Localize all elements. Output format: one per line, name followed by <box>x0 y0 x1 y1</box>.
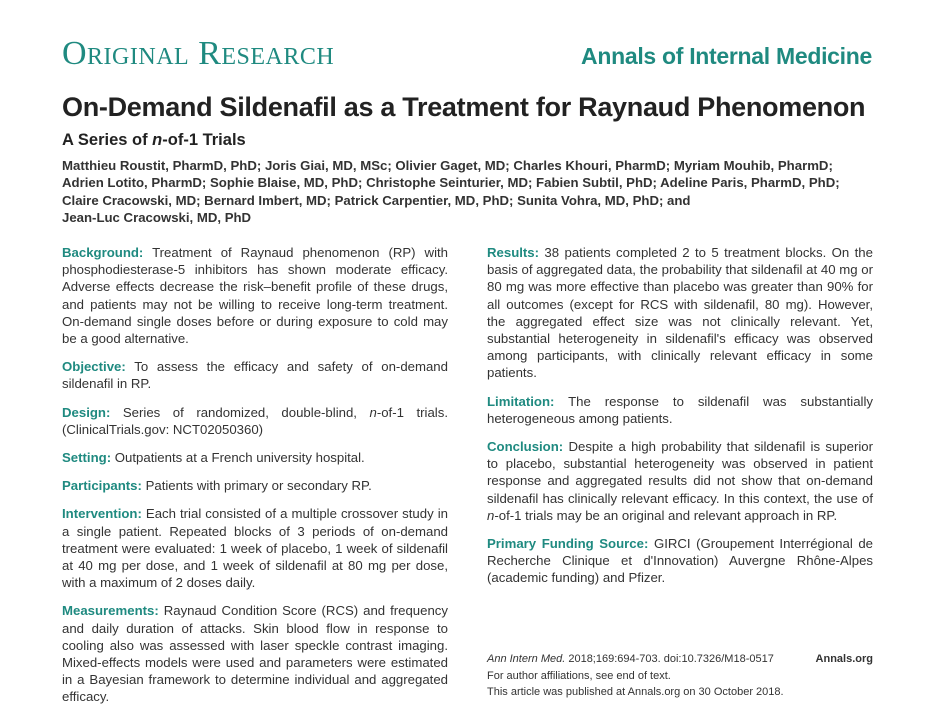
author-line: Adrien Lotito, PharmD; Sophie Blaise, MD, PhD; Christophe Seinturier, MD; Fabien Subtil, PhD; Adeline Paris, PharmD, PhD; <box>62 175 840 191</box>
article-subtitle: A Series of n-of-1 Trials <box>62 131 246 149</box>
article-title: On-Demand Sildenafil as a Treatment for Raynaud Phenomenon <box>62 92 866 122</box>
publication-note: This article was published at Annals.org on 30 October 2018. <box>487 686 784 698</box>
author-line: Jean-Luc Cracowski, MD, PhD <box>62 210 252 226</box>
article-footer <box>487 651 873 701</box>
abstract-left-column <box>62 244 448 717</box>
author-list <box>62 157 862 227</box>
abstract-background: Background: Treatment of Raynaud phenomenon (RP) with phosphodiesterase-5 inhibitors has shown moderate efficacy. Adverse effects decrease the risk–benefit profile of these drugs, and patients may not be willing to receive long-term treatment. On-demand single doses before or during exposure to cold may be a good alternative. <box>62 245 448 347</box>
abstract-limitation: Limitation: The response to sildenafil was substantially heterogeneous among patients. <box>487 393 873 426</box>
author-line: Claire Cracowski, MD; Bernard Imbert, MD; Patrick Carpentier, MD, PhD; Sunita Vohra, MD, PhD; and <box>62 192 691 208</box>
site-link[interactable]: Annals.org <box>815 653 873 665</box>
abstract-objective: Objective: To assess the efficacy and safety of on-demand sildenafil in RP. <box>62 359 448 392</box>
journal-name: Annals of Internal Medicine <box>581 43 872 69</box>
author-line: Matthieu Roustit, PharmD, PhD; Joris Giai, MD, MSc; Olivier Gaget, MD; Charles Khouri, PharmD; Myriam Mouhib, PharmD; <box>62 158 833 173</box>
citation: Ann Intern Med. 2018;169:694-703. doi:10.7326/M18-0517 <box>487 653 774 665</box>
abstract-intervention: Intervention: Each trial consisted of a multiple crossover study in a single patient. Repeated blocks of 3 periods of on-demand treatment were evaluated: 1 week of placebo, 1 week of sildenafil at 40 mg per dose, and 1 week of sildenafil at 80 mg per dose, with a maximum of 2 doses daily. <box>62 506 448 591</box>
abstract-funding: Primary Funding Source: GIRCI (Groupement Interrégional de Recherche Clinique et d'Innovation) Auvergne Rhône-Alpes (academic funding) and Pfizer. <box>487 536 873 586</box>
abstract-participants: Participants: Patients with primary or secondary RP. <box>62 478 372 494</box>
abstract-setting: Setting: Outpatients at a French university hospital. <box>62 450 365 466</box>
abstract-measurements: Measurements: Raynaud Condition Score (RCS) and frequency and daily duration of attacks. Skin blood flow in response to cooling also was assessed with laser speckle contrast imaging. Mixed-effects models were used and parameters were estimated in a Bayesian framework to determine individual and aggregated efficacy. <box>62 603 448 705</box>
abstract-right-column <box>487 244 873 598</box>
affiliations-note: For author affiliations, see end of text. <box>487 669 671 682</box>
abstract-design: Design: Series of randomized, double-blind, n-of-1 trials. (ClinicalTrials.gov: NCT02050360) <box>62 404 448 437</box>
section-label: Original Research <box>62 35 335 72</box>
abstract-conclusion: Conclusion: Despite a high probability that sildenafil is superior to placebo, substantial heterogeneity was observed in patient response and aggregated results did not show that on-demand sildenafil has clinically relevant efficacy. In this context, the use of n-of-1 trials may be an original and relevant approach in RP. <box>487 439 873 523</box>
abstract-results: Results: 38 patients completed 2 to 5 treatment blocks. On the basis of aggregated data, the probability that sildenafil at 40 mg or 80 mg was more effective than placebo was greater than 90% for all outcomes (except for RCS with sildenafil, 80 mg). However, the aggregated effect size was not clinically relevant. Yet, substantial heterogeneity in sildenafil's efficacy was observed among participants, with clinically relevant efficacy in some patients. <box>487 245 873 381</box>
